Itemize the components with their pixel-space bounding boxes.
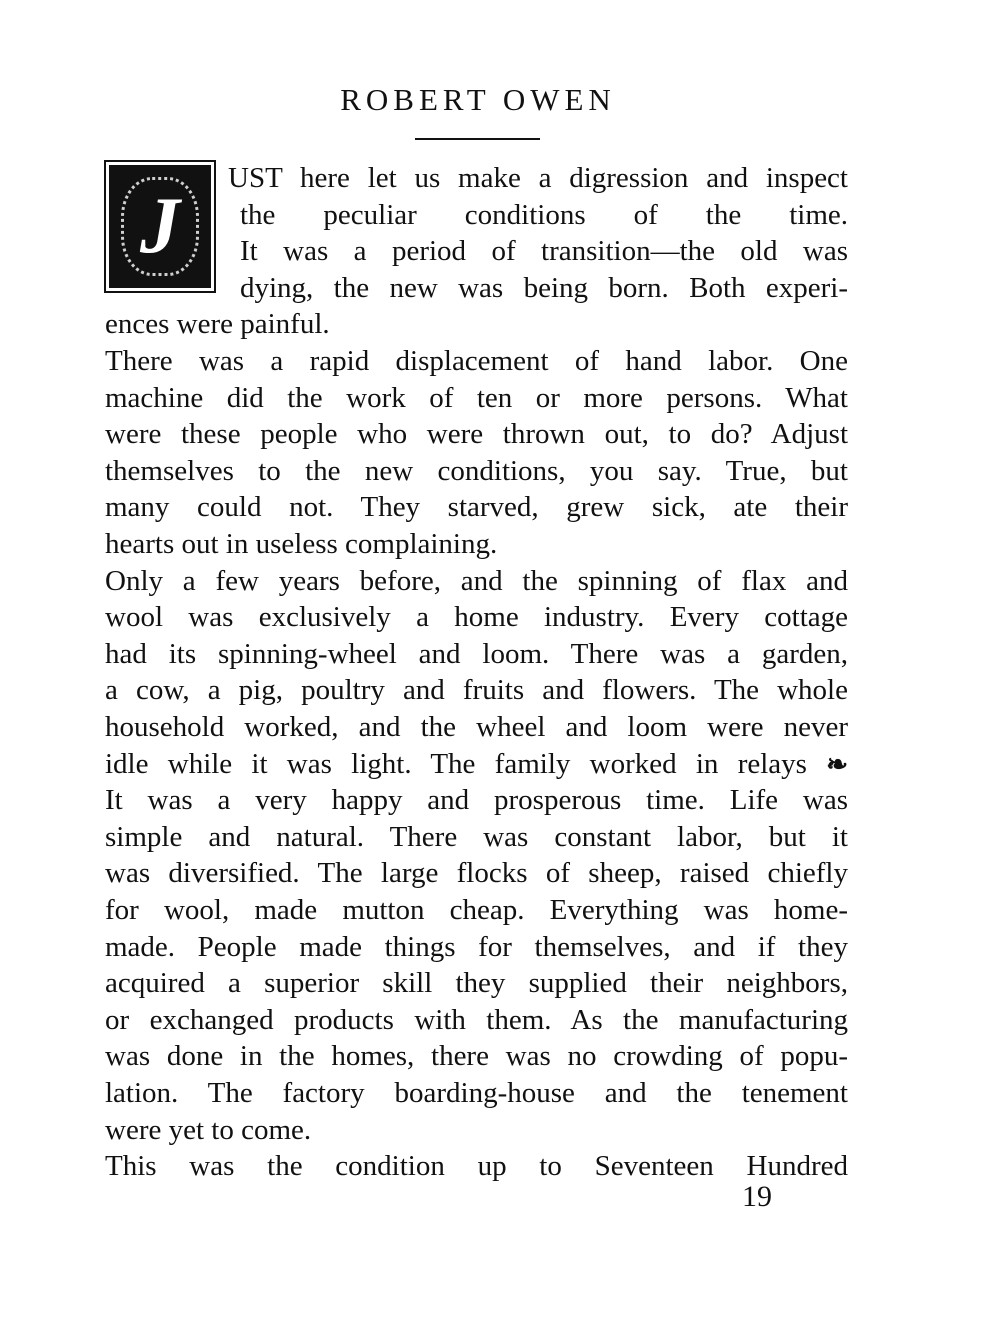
- text-line: [105, 1113, 848, 1147]
- drop-cap-letter: J: [140, 182, 180, 270]
- text-line: [105, 930, 848, 964]
- text-line-content: household worked, and the wheel and loom were never: [105, 711, 848, 743]
- text-line-content: idle while it was light. The family worked in relays: [105, 747, 807, 780]
- drop-cap-ornament: [104, 160, 216, 293]
- text-line: [105, 564, 848, 598]
- text-line-content: dying, the new was being born. Both experi-: [240, 271, 848, 304]
- text-line-content: wool was exclusively a home industry. Every cottage: [105, 601, 848, 634]
- text-line-content: were yet to come.: [105, 1113, 312, 1146]
- text-line: [105, 710, 848, 744]
- text-line-content: had its spinning-wheel and loom. There was a garden,: [105, 637, 848, 670]
- text-line-content: simple and natural. There was constant labor, but it: [105, 820, 848, 853]
- text-line: [105, 637, 848, 671]
- text-line: [105, 783, 848, 817]
- text-line: [228, 161, 848, 195]
- text-line: [105, 1149, 848, 1183]
- text-line: [105, 1076, 848, 1110]
- text-line: [105, 893, 848, 927]
- text-line: [105, 820, 848, 854]
- text-line-content: UST here let us make a digression and inspect: [228, 162, 848, 194]
- text-line-content: themselves to the new conditions, you say. True, but: [105, 454, 848, 487]
- text-line-content: machine did the work of ten or more persons. What: [105, 381, 848, 414]
- drop-cap-frame: [109, 165, 211, 288]
- text-line-content: It was a period of transition—the old was: [240, 235, 848, 268]
- running-head: ROBERT OWEN: [340, 82, 616, 117]
- text-line-content: was done in the homes, there was no crowding of popu-: [105, 1040, 848, 1073]
- text-line: [105, 856, 848, 890]
- text-line-content: ences were painful.: [105, 308, 330, 341]
- text-line-content: for wool, made mutton cheap. Everything was home-: [105, 894, 848, 926]
- text-line: [105, 344, 848, 378]
- text-line-content: lation. The factory boarding-house and the tenement: [105, 1077, 848, 1109]
- text-line: [105, 966, 848, 1000]
- text-line-content: made. People made things for themselves, and if they: [105, 930, 848, 963]
- text-line-content: There was a rapid displacement of hand labor. One: [105, 345, 848, 377]
- text-line-content: were these people who were thrown out, to do? Adjust: [105, 418, 848, 451]
- text-line-content: It was a very happy and prosperous time. Life was: [105, 784, 848, 817]
- text-line: [105, 673, 848, 707]
- text-line-content: was diversified. The large flocks of sheep, raised chiefly: [105, 857, 848, 890]
- text-line: [240, 271, 848, 305]
- text-line: [105, 307, 848, 341]
- head-rule: [415, 138, 540, 140]
- text-line: [105, 1003, 848, 1037]
- text-line: [105, 417, 848, 451]
- text-line: [240, 198, 848, 232]
- text-line-content: acquired a superior skill they supplied their neighbors,: [105, 967, 848, 1000]
- fleuron-icon: ❧: [826, 749, 848, 779]
- text-line-content: the peculiar conditions of the time.: [240, 198, 848, 231]
- text-line-content: a cow, a pig, poultry and fruits and flowers. The whole: [105, 674, 848, 707]
- text-line: [105, 747, 848, 781]
- text-line: [105, 527, 848, 561]
- text-line: [105, 490, 848, 524]
- text-line-content: or exchanged products with them. As the manufacturing: [105, 1003, 848, 1036]
- text-line-content: many could not. They starved, grew sick, ate their: [105, 491, 848, 524]
- text-line-content: This was the condition up to Seventeen Hundred: [105, 1150, 848, 1183]
- text-line: [105, 381, 848, 415]
- page-number: 19: [742, 1180, 772, 1213]
- text-line-content: Only a few years before, and the spinning of flax and: [105, 564, 848, 597]
- text-line-content: hearts out in useless complaining.: [105, 528, 498, 560]
- text-line: [105, 454, 848, 488]
- text-line: [240, 234, 848, 268]
- text-line: [105, 1039, 848, 1073]
- text-line: [105, 600, 848, 634]
